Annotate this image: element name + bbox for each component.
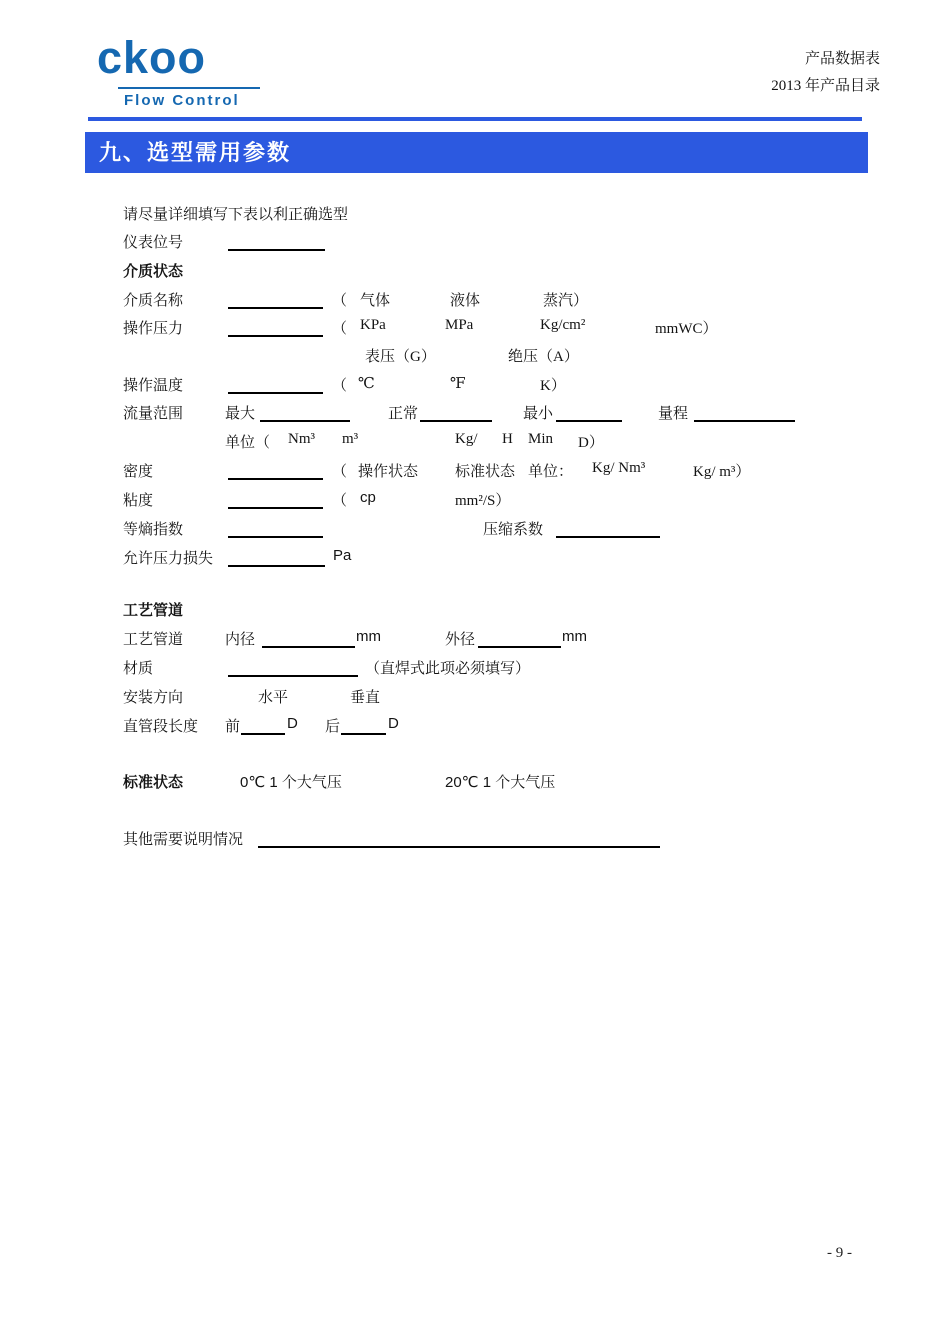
option-vertical: 垂直 (350, 690, 381, 706)
row-material (0, 657, 950, 681)
unit-mm2s: mm²/S） (455, 493, 511, 509)
blank-instrument-tag (228, 233, 325, 251)
unit-cp: cp (360, 489, 376, 506)
row-medium-header (0, 260, 950, 284)
blank-flow-normal (420, 404, 492, 422)
page-number: - 9 - (827, 1245, 852, 1261)
row-density (0, 460, 950, 484)
unit-nm3: Nm³ (288, 431, 315, 447)
straight-length-label: 直管段长度 (123, 719, 199, 735)
inner-diameter-label: 内径 (225, 632, 256, 648)
unit-mm-outer: mm (562, 628, 587, 645)
blank-inner-diameter (262, 630, 355, 648)
paren-open: （ (332, 493, 348, 509)
unit-mm-inner: mm (356, 628, 381, 645)
tag-label: 仪表位号 (123, 235, 184, 251)
row-other-notes (0, 828, 950, 852)
pipe-section-heading: 工艺管道 (123, 603, 184, 619)
row-operating-pressure (0, 317, 950, 341)
unit-kelvin: K） (540, 378, 566, 394)
company-logo: ckoo (97, 32, 207, 83)
unit-kg-m3: Kg/ m³） (693, 464, 751, 480)
flow-min-label: 最小 (523, 406, 554, 422)
flow-span-label: 量程 (658, 406, 689, 422)
pressure-label: 操作压力 (123, 321, 184, 337)
blank-outer-diameter (478, 630, 561, 648)
row-viscosity (0, 489, 950, 513)
row-instrument-tag (0, 231, 950, 255)
doc-type: 产品数据表 (804, 51, 880, 67)
unit-day: D） (578, 435, 604, 451)
unit-mmwc: mmWC） (655, 321, 718, 337)
row-standard-state (0, 771, 950, 795)
row-medium-name (0, 289, 950, 313)
row-pipe-header (0, 599, 950, 623)
unit-d-back: D (388, 715, 399, 732)
unit-kg-nm3: Kg/ Nm³ (592, 460, 646, 476)
paren-open: （ (332, 378, 348, 394)
paren-open: （ (332, 321, 348, 337)
flow-normal-label: 正常 (388, 406, 419, 422)
unit-d-front: D (287, 715, 298, 732)
material-note: （直焊式此项必须填写） (365, 661, 531, 677)
option-operating-state: 操作状态 (358, 464, 419, 480)
unit-m3: m³ (342, 431, 359, 447)
blank-pressure-loss (228, 549, 325, 567)
section-title: 九、选型需用参数 (99, 140, 292, 165)
material-label: 材质 (123, 661, 154, 677)
option-liquid: 液体 (450, 293, 481, 309)
option-absolute-pressure: 绝压（A） (508, 349, 579, 365)
option-standard-state: 标准状态 (455, 464, 516, 480)
medium-section-heading: 介质状态 (123, 264, 184, 280)
pipe-size-label: 工艺管道 (123, 632, 184, 648)
row-pipe-size (0, 628, 950, 652)
blank-flow-max (260, 404, 350, 422)
row-isentropic (0, 518, 950, 542)
unit-celsius: ℃ (358, 376, 375, 392)
logo-tagline: Flow Control (124, 92, 240, 109)
flow-max-label: 最大 (225, 406, 256, 422)
blank-operating-temperature (228, 376, 323, 394)
option-gas: 气体 (360, 293, 391, 309)
blank-other-notes (258, 830, 660, 848)
unit-kpa: KPa (360, 317, 386, 333)
temperature-label: 操作温度 (123, 378, 184, 394)
logo-underline (118, 87, 260, 89)
pressure-loss-label: 允许压力损失 (123, 551, 214, 567)
row-direction (0, 686, 950, 710)
row-intro (0, 203, 950, 227)
option-20c-1atm: 20℃ 1 个大气压 (445, 774, 556, 791)
density-unit-label: 单位： (528, 464, 574, 480)
compressibility-label: 压缩系数 (483, 522, 544, 538)
row-straight-length (0, 715, 950, 739)
header-rule (88, 117, 862, 121)
section-title-bar (85, 132, 868, 173)
row-flow-range (0, 402, 950, 426)
direction-label: 安装方向 (123, 690, 184, 706)
blank-isentropic (228, 520, 323, 538)
unit-mpa: MPa (445, 317, 474, 333)
option-0c-1atm: 0℃ 1 个大气压 (240, 774, 342, 791)
unit-minute: Min (528, 431, 554, 447)
document-meta (771, 46, 880, 100)
unit-hour: H (502, 431, 513, 447)
row-flow-unit (0, 431, 950, 455)
back-label: 后 (325, 719, 341, 735)
blank-medium-name (228, 291, 323, 309)
blank-flow-span (694, 404, 795, 422)
medium-name-label: 介质名称 (123, 293, 184, 309)
option-horizontal: 水平 (258, 690, 289, 706)
flow-range-label: 流量范围 (123, 406, 184, 422)
option-steam: 蒸汽） (543, 293, 589, 309)
blank-flow-min (556, 404, 622, 422)
other-notes-label: 其他需要说明情况 (123, 832, 244, 848)
standard-state-label: 标准状态 (123, 775, 184, 791)
viscosity-label: 粘度 (123, 493, 154, 509)
option-gauge-pressure: 表压（G） (365, 349, 436, 365)
unit-fahrenheit: ℉ (450, 376, 466, 392)
blank-operating-pressure (228, 319, 323, 337)
paren-open: （ (332, 293, 348, 309)
row-operating-temperature (0, 374, 950, 398)
catalog-year: 2013 年产品目录 (771, 78, 880, 94)
blank-viscosity (228, 491, 323, 509)
unit-pa: Pa (333, 547, 352, 564)
intro-text: 请尽量详细填写下表以利正确选型 (123, 207, 349, 223)
density-label: 密度 (123, 464, 154, 480)
isentropic-label: 等熵指数 (123, 522, 184, 538)
unit-kg-per: Kg/ (455, 431, 478, 447)
paren-open: （ (332, 464, 348, 480)
unit-kgcm2: Kg/cm² (540, 317, 586, 333)
front-label: 前 (225, 719, 241, 735)
flow-unit-label: 单位（ (225, 435, 271, 451)
blank-front-length (241, 717, 285, 735)
blank-compressibility (556, 520, 660, 538)
blank-back-length (341, 717, 386, 735)
row-pressure-loss (0, 547, 950, 571)
outer-diameter-label: 外径 (445, 632, 476, 648)
row-pressure-type (0, 345, 950, 369)
blank-density (228, 462, 323, 480)
blank-material (228, 659, 358, 677)
